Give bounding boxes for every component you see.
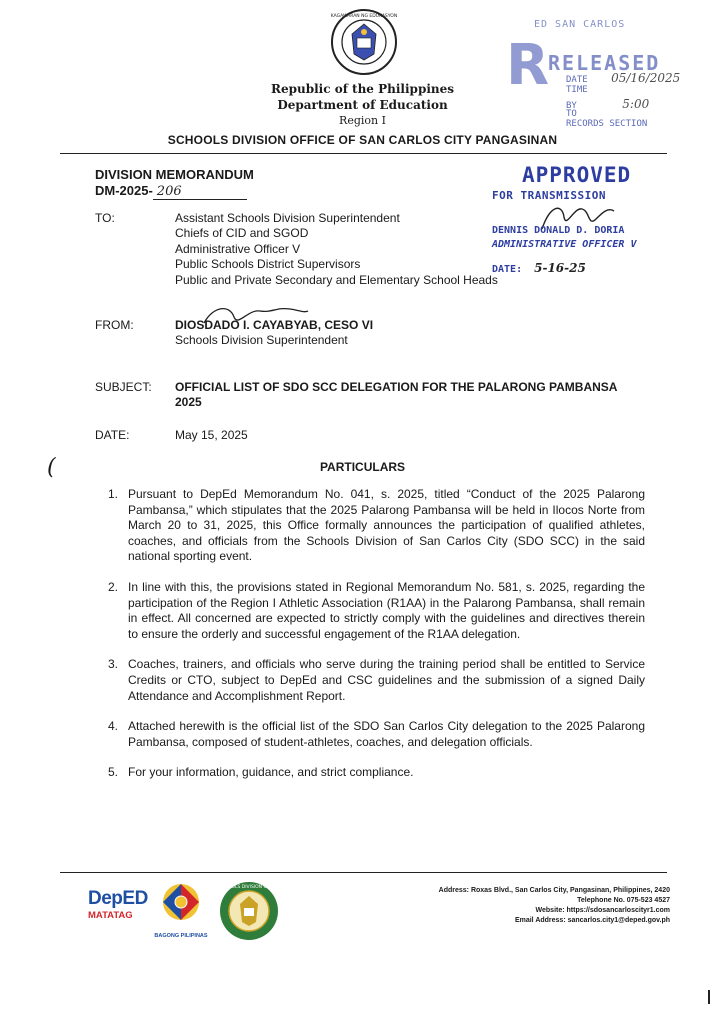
header-region: Region I bbox=[339, 114, 386, 127]
recipient: Assistant Schools Division Superintendent bbox=[175, 211, 400, 225]
released-date-row: DATE 05/16/2025 bbox=[566, 71, 681, 85]
approved-stamp-subtitle: FOR TRANSMISSION bbox=[492, 189, 606, 202]
released-stamp-top: ED SAN CARLOS bbox=[534, 19, 626, 30]
approved-stamp-date: DATE: 5-16-25 bbox=[492, 261, 586, 275]
recipient: Chiefs of CID and SGOD bbox=[175, 226, 309, 241]
header-department: Department of Education bbox=[277, 98, 448, 112]
header-republic: Republic of the Philippines bbox=[270, 82, 455, 96]
subject-text: OFFICIAL LIST OF SDO SCC DELEGATION FOR THE PALARONG PAMBANSA 2025 bbox=[175, 380, 618, 409]
released-records-row: RECORDS SECTION bbox=[566, 119, 648, 129]
from-label: FROM: bbox=[95, 318, 134, 332]
to-label: TO: bbox=[95, 211, 115, 225]
released-to-row: TO bbox=[566, 109, 577, 119]
edge-mark bbox=[708, 990, 710, 1004]
division-seal-logo bbox=[218, 880, 280, 942]
approved-stamp bbox=[480, 163, 670, 283]
released-time-value: 5:00 bbox=[622, 97, 650, 111]
list-item: 1. Pursuant to DepEd Memorandum No. 041, s. 2025, titled “Conduct of the 2025 Palarong Pambansa,” which stipulates that the 2025 Palarong Pambansa will be held in Ilocos Norte from March 20 to 31, 2025, this Office formally announces the participation of qualified athletes, coaches, and officials from the Schools Division of San Carlos City (SDO SCC) in the said national sporting event. bbox=[108, 487, 645, 564]
date-label: DATE: bbox=[95, 428, 130, 442]
pen-mark: ( bbox=[47, 455, 56, 480]
list-item: 3. Coaches, trainers, and officials who serve during the training period shall be entitled to Service Credits or CTO, subject to DepEd and CSC guidelines and the submission of a signed Daily Attendance and Accomplishment Report. bbox=[108, 657, 645, 703]
from-name: DIOSDADO I. CAYABYAB, CESO VI bbox=[175, 318, 374, 332]
recipient: Administrative Officer V bbox=[175, 241, 301, 256]
footer-divider bbox=[60, 872, 667, 873]
released-stamp-word: RELEASED bbox=[548, 51, 661, 75]
footer-address: Address: Roxas Blvd., San Carlos City, Pangasinan, Philippines, 2420 bbox=[438, 887, 670, 894]
particulars-list bbox=[108, 487, 645, 796]
header-office: SCHOOLS DIVISION OFFICE OF SAN CARLOS CITY PANGASINAN bbox=[167, 133, 558, 147]
recipient: Public and Private Secondary and Elementary School Heads bbox=[175, 272, 498, 287]
footer-website[interactable]: Website: https://sdosancarloscityr1.com bbox=[535, 907, 670, 914]
recipient: Public Schools District Supervisors bbox=[175, 257, 361, 272]
released-stamp bbox=[506, 15, 684, 129]
approved-stamp-position: ADMINISTRATIVE OFFICER V bbox=[492, 239, 637, 250]
memo-title: DIVISION MEMORANDUM bbox=[95, 167, 254, 182]
to-recipients bbox=[175, 211, 498, 288]
memo-number: DM-2025- 206 bbox=[95, 183, 247, 200]
list-item: 4. Attached herewith is the official list of the SDO San Carlos City delegation to the 2025 Palarong Pambansa, composed of student-athletes, coaches, and delegation officials. bbox=[108, 719, 645, 749]
approved-stamp-title: APPROVED bbox=[522, 163, 632, 187]
subject-label: SUBJECT: bbox=[95, 380, 152, 394]
memo-number-handwritten: 206 bbox=[153, 184, 247, 200]
bagong-pilipinas-logo: BAGONG PILIPINAS bbox=[152, 880, 210, 942]
released-time-row: TIME bbox=[566, 85, 588, 95]
approved-stamp-name: DENNIS DONALD D. DORIA bbox=[492, 225, 625, 236]
list-item: 5. For your information, guidance, and strict compliance. bbox=[108, 765, 414, 780]
approved-stamp-date-value: 5-16-25 bbox=[534, 261, 586, 275]
header-divider bbox=[60, 153, 667, 154]
deped-seal-logo bbox=[330, 8, 398, 76]
from-position: Schools Division Superintendent bbox=[175, 333, 348, 347]
released-stamp-letter: R bbox=[506, 33, 550, 98]
deped-matatag-logo: DepED MATATAG bbox=[88, 888, 148, 921]
list-item: 2. In line with this, the provisions stated in Regional Memorandum No. 581, s. 2025, regarding the participation of the Region I Athletic Association (R1AA) in the Palarong Pambansa, shall remain in effect. All concerned are expected to strictly comply with the guidelines and directives therein to ensure the orderly and successful engagement of the R1AA delegation. bbox=[108, 579, 645, 641]
footer-telephone: Telephone No. 075-523 4527 bbox=[577, 897, 670, 904]
svg-text:KAGAWARAN NG EDUKASYON: KAGAWARAN NG EDUKASYON bbox=[330, 14, 398, 19]
released-by-row: BY 5:00 bbox=[566, 97, 650, 111]
footer-address-block bbox=[330, 886, 670, 926]
svg-text:SCHOOLS DIVISION OFFICE: SCHOOLS DIVISION OFFICE bbox=[218, 885, 280, 890]
footer-email[interactable]: Email Address: sancarlos.city1@deped.gov.ph bbox=[514, 917, 670, 924]
released-date-value: 05/16/2025 bbox=[611, 71, 681, 85]
particulars-title: PARTICULARS bbox=[319, 460, 406, 474]
date-value: May 15, 2025 bbox=[175, 428, 248, 442]
